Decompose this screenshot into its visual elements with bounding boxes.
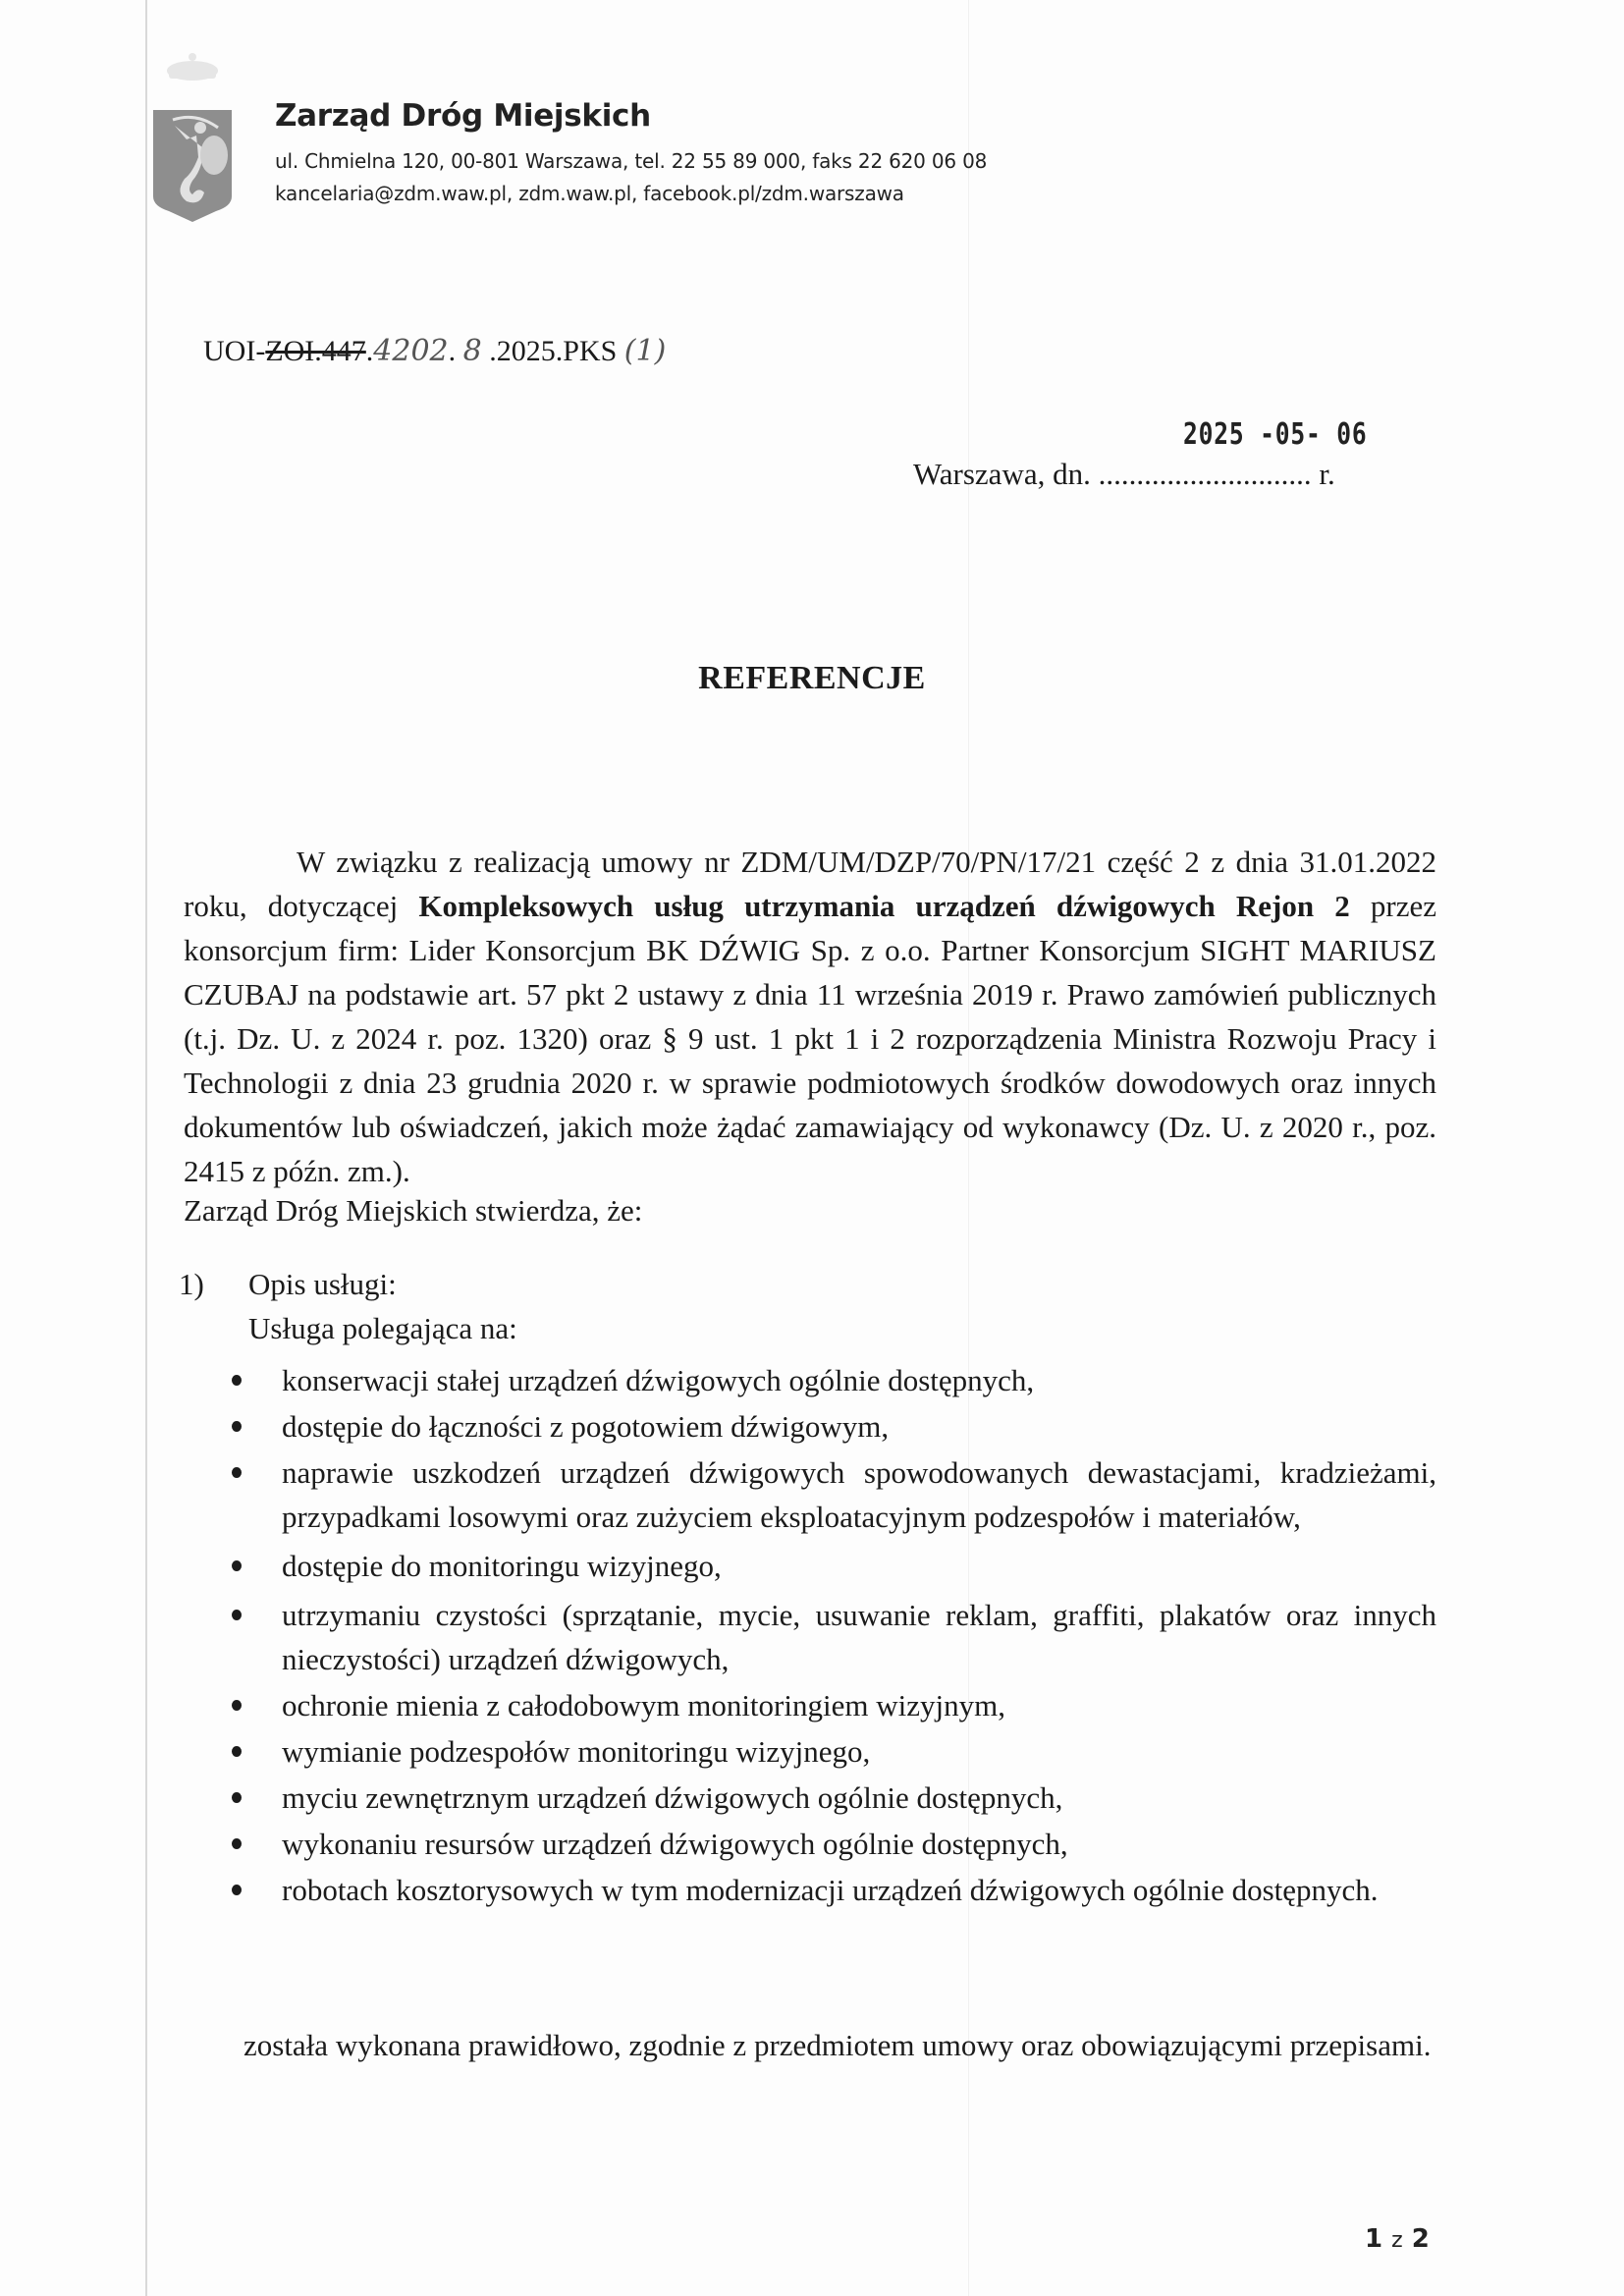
list-item (226, 1683, 1436, 1727)
list-item-text: dostępie do łączności z pogotowiem dźwigowym, (282, 1409, 890, 1444)
page-number (1365, 2224, 1430, 2254)
list-item (226, 1404, 1436, 1449)
list-item-text: dostępie do monitoringu wizyjnego, (282, 1549, 722, 1583)
bullet-icon (232, 1792, 242, 1803)
list-item-text: konserwacji stałej urządzeń dźwigowych ogólnie dostępnych, (282, 1363, 1035, 1397)
service-list (226, 1358, 1436, 1914)
page-separator: z (1391, 2228, 1403, 2253)
reference-number (203, 334, 666, 368)
page-current: 1 (1365, 2224, 1383, 2254)
list-item (226, 1729, 1436, 1774)
ref-handwritten-copy: (1) (623, 334, 667, 368)
list-item (226, 1450, 1436, 1539)
page-total: 2 (1411, 2224, 1430, 2254)
ref-suffix: .2025.PKS (481, 335, 624, 367)
bullet-icon (232, 1560, 242, 1571)
list-item-text: wymianie podzespołów monitoringu wizyjnego, (282, 1734, 871, 1769)
section-subheading: Usługa polegająca na: (248, 1311, 517, 1345)
ref-dot: . (448, 335, 463, 367)
section-number: 1) (179, 1267, 204, 1301)
organization-address: ul. Chmielna 120, 00-801 Warszawa, tel. 22 55 89 000, faks 22 620 06 08 (275, 149, 988, 173)
list-item-text: naprawie uszkodzeń urządzeń dźwigowych spowodowanych dewastacjami, kradzieżami, przypadkami losowymi oraz zużyciem eksploatacyjnym podzespołów i materiałów, (282, 1455, 1436, 1534)
bullet-icon (232, 1421, 242, 1432)
bullet-icon (232, 1700, 242, 1711)
warsaw-coat-of-arms-icon (147, 49, 238, 224)
organization-contact: kancelaria@zdm.waw.pl, zdm.waw.pl, facebook.pl/zdm.warszawa (275, 182, 904, 205)
bullet-icon (232, 1838, 242, 1849)
bullet-icon (232, 1610, 242, 1620)
intro-text-legal: przez konsorcjum firm: Lider Konsorcjum BK DŹWIG Sp. z o.o. Partner Konsorcjum SIGHT MARIUSZ CZUBAJ na podstawie art. 57 pkt 2 ustawy z dnia 11 września 2019 r. Prawo zamówień publicznych (t.j. Dz. U. z 2024 r. poz. 1320) oraz § 9 ust. 1 pkt 1 i 2 rozporządzenia Ministra Rozwoju Pracy i Technologii z dnia 23 grudnia 2020 r. w sprawie podmiotowych środków dowodowych oraz innych dokumentów lub oświadczeń, jakich może żądać zamawiający od wykonawcy (Dz. U. z 2020 r., poz. 2415 z późn. zm.). (184, 889, 1436, 1188)
list-item (226, 1544, 1436, 1588)
ref-handwritten-case: 8 (462, 334, 482, 368)
list-item (226, 1358, 1436, 1402)
organization-name: Zarząd Dróg Miejskich (275, 98, 651, 134)
bullet-icon (232, 1467, 242, 1478)
intro-text: W związku z realizacją umowy nr ZDM/UM/DZP/70/PN/17/21 część 2 z dnia 31.01.2022 roku, dotyczącej (184, 845, 1436, 923)
scan-margin-line (145, 0, 147, 2296)
list-item-text: utrzymaniu czystości (sprzątanie, mycie, usuwanie reklam, graffiti, plakatów oraz innych nieczystości) urządzeń dźwigowych, (282, 1598, 1436, 1676)
document-title: REFERENCJE (698, 660, 926, 696)
list-item (226, 1868, 1436, 1912)
list-item-text: myciu zewnętrznym urządzeń dźwigowych ogólnie dostępnych, (282, 1780, 1063, 1815)
bullet-icon (232, 1746, 242, 1757)
intro-paragraph (184, 840, 1436, 1193)
intro-service-name: Kompleksowych usług utrzymania urządzeń dźwigowych Rejon 2 (418, 889, 1350, 923)
bullet-icon (232, 1375, 242, 1386)
list-item (226, 1593, 1436, 1681)
list-item-text: wykonaniu resursów urządzeń dźwigowych ogólnie dostępnych, (282, 1827, 1068, 1861)
list-item-text: ochronie mienia z całodobowym monitoringiem wizyjnym, (282, 1688, 1005, 1722)
ref-prefix: UOI- (203, 335, 266, 367)
list-item-text: robotach kosztorysowych w tym modernizacji urządzeń dźwigowych ogólnie dostępnych. (282, 1873, 1379, 1907)
section-heading: Opis usługi: (248, 1267, 397, 1301)
ref-handwritten-number: 4202 (373, 334, 449, 368)
bullet-icon (232, 1885, 242, 1895)
date-stamp: 2025 -05- 06 (1183, 417, 1368, 452)
date-line: Warszawa, dn. ............................ r. (913, 457, 1335, 491)
statement: Zarząd Dróg Miejskich stwierdza, że: (184, 1193, 643, 1228)
list-item (226, 1776, 1436, 1820)
closing-paragraph: została wykonana prawidłowo, zgodnie z przedmiotem umowy oraz obowiązującymi przepisami. (244, 2028, 1432, 2062)
list-item (226, 1822, 1436, 1866)
ref-struck-code: ZOI.447 (265, 335, 366, 367)
ref-dot: . (365, 335, 374, 367)
